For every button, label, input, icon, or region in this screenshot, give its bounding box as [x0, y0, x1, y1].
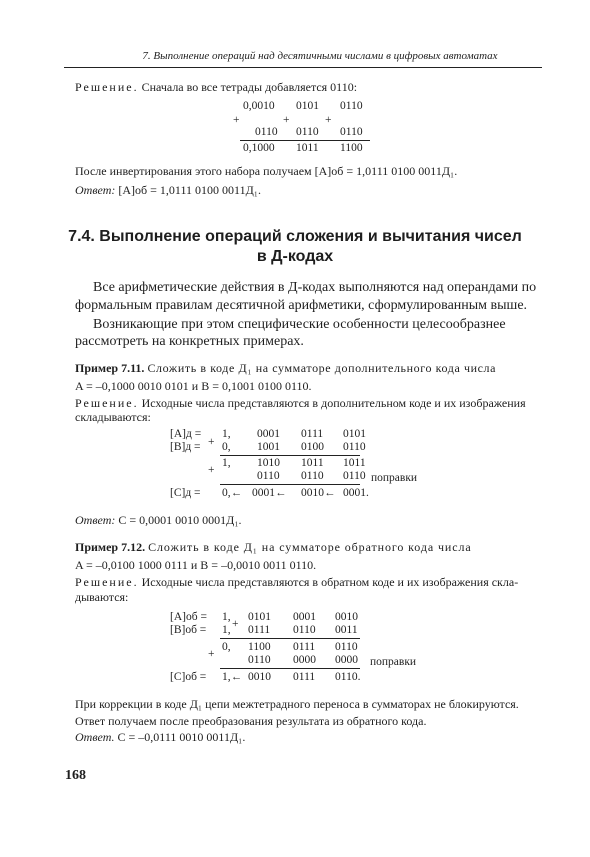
solution1-after: После инвертирования этого набора получаем [A]об = 1,0111 0100 0011Д₁. — [75, 164, 458, 178]
e711-lhs1: [A]д = — [170, 428, 202, 440]
header-rule — [64, 67, 542, 68]
e712-rule2 — [220, 668, 360, 669]
answer-label: Ответ: — [75, 183, 116, 197]
e711-r1-c2: 0001 — [257, 428, 280, 440]
section-title-line2: в Д-кодах — [256, 248, 334, 265]
e711-answer-value: C = 0,0001 0010 0001Д₁. — [118, 513, 242, 527]
e712-r3-c3: 0111 — [293, 641, 316, 653]
s1-r1-c3: 0110 — [340, 100, 363, 112]
e711-rule2 — [220, 484, 360, 485]
e712-r3-c2: 1100 — [248, 641, 271, 653]
example711-solution-line1 — [75, 396, 526, 411]
example711-text1: Сложить в коде Д₁ на сумматоре дополнительного кода числа — [147, 361, 497, 375]
s1-sum-rule — [240, 140, 370, 141]
para2-line2: рассмотреть на конкретных примерах. — [75, 334, 304, 349]
answer-value: [A]об = 1,0111 0100 0011Д₁. — [118, 183, 261, 197]
example712-label: Пример 7.12. — [75, 540, 146, 554]
e711-r3-c4: 1011 — [343, 457, 366, 469]
e711-r2-c1: 0, — [222, 441, 231, 453]
e712-r2-c2: 0111 — [248, 624, 271, 636]
s1-r3-c2: 1011 — [296, 142, 319, 154]
e712-r1-c4: 0010 — [335, 611, 358, 623]
solution1-answer — [75, 183, 261, 198]
e711-r1-c3: 0111 — [301, 428, 324, 440]
solution1-line — [75, 80, 357, 95]
e711-r3-c3: 1011 — [301, 457, 324, 469]
e712-r1-c3: 0001 — [293, 611, 316, 623]
e711-r5-c2: 0001← — [252, 487, 287, 499]
e712-lhs1: [A]об = — [170, 611, 207, 623]
example711-solution-lead: Решение. — [75, 396, 139, 410]
e711-r2-c4: 0110 — [343, 441, 366, 453]
e712-answer-value: C = –0,0111 0010 0011Д₁. — [117, 730, 246, 744]
running-header: 7. Выполнение операций над десятичными числами в цифровых автоматах — [142, 50, 498, 62]
e712-corrections: поправки — [370, 656, 417, 668]
e712-rule1 — [220, 638, 360, 639]
example712-text2: A = –0,0100 1000 0111 и B = –0,0010 0011 0110. — [75, 558, 317, 572]
e711-lhs2: [B]д = — [170, 441, 201, 453]
example711-text2: A = –0,1000 0010 0101 и B = 0,1001 0100 0110. — [75, 379, 312, 393]
example712-solution-line1 — [75, 575, 518, 590]
example711-line1 — [75, 361, 496, 376]
solution1-text: Сначала во все тетрады добавляется 0110: — [141, 80, 358, 94]
para1-line2: формальным правилам десятичной арифметики, сформулированным выше. — [75, 298, 528, 313]
e711-r4-c3: 0110 — [301, 470, 324, 482]
e711-r1-c4: 0101 — [343, 428, 366, 440]
s1-r3-c3: 1100 — [340, 142, 363, 154]
e712-r5-c3: 0111 — [293, 671, 316, 683]
page-number: 168 — [65, 768, 86, 783]
e712-r5-c1: 1,← — [222, 671, 243, 683]
e712-r2-c4: 0011 — [335, 624, 358, 636]
e712-lhs3: [C]об = — [170, 671, 207, 683]
example711-answer — [75, 513, 242, 528]
example712-solution-text2: дываются: — [75, 590, 129, 604]
e711-r2-c3: 0100 — [301, 441, 324, 453]
e711-r5-c4: 0001. — [343, 487, 369, 499]
s1-r2-c1: 0110 — [255, 126, 278, 138]
e711-lhs3: [C]д = — [170, 487, 201, 499]
e711-answer-label: Ответ: — [75, 513, 116, 527]
example712-solution-lead: Решение. — [75, 575, 139, 589]
example711-solution-text2: складываются: — [75, 410, 151, 424]
s1-r2-c2: 0110 — [296, 126, 319, 138]
example712-note2: Ответ получаем после преобразования результата из обратного кода. — [75, 714, 427, 728]
s1-r3-c1: 0,1000 — [243, 142, 275, 154]
example712-text1: Сложить в коде Д₁ на сумматоре обратного кода числа — [148, 540, 472, 554]
e711-r3-c1: 1, — [222, 457, 231, 469]
e711-r5-c1: 0,← — [222, 487, 243, 499]
example712-note1: При коррекции в коде Д₁ цепи межтетрадного переноса в сумматорах не блокируются. — [75, 697, 519, 711]
example712-solution-text1: Исходные числа представляются в обратном коде и их изображения скла- — [141, 575, 519, 589]
e712-r1-c2: 0101 — [248, 611, 271, 623]
section-title-line1: 7.4. Выполнение операций сложения и вычитания чисел — [68, 228, 522, 245]
e712-r3-c4: 0110 — [335, 641, 358, 653]
e712-plus2: + — [208, 648, 215, 660]
s1-r2-c3: 0110 — [340, 126, 363, 138]
para2-line1: Возникающие при этом специфические особенности целесообразнее — [93, 317, 506, 332]
e711-r1-c1: 1, — [222, 428, 231, 440]
e712-lhs2: [B]об = — [170, 624, 207, 636]
s1-plus-2: + — [283, 114, 290, 126]
e712-answer-label: Ответ. — [75, 730, 115, 744]
e712-r4-c3: 0000 — [293, 654, 316, 666]
para1-line1: Все арифметические действия в Д-кодах выполняются над операндами по — [93, 280, 537, 295]
e712-r2-c3: 0110 — [293, 624, 316, 636]
e712-r4-c2: 0110 — [248, 654, 271, 666]
s1-plus-3: + — [325, 114, 332, 126]
e712-plus1: + — [232, 618, 239, 630]
e711-plus2: + — [208, 464, 215, 476]
example712-line1 — [75, 540, 472, 555]
e712-r3-c1: 0, — [222, 641, 231, 653]
s1-r1-c1: 0,0010 — [243, 100, 275, 112]
solution1-lead: Решение. — [75, 80, 139, 94]
e712-r1-c1: 1, — [222, 611, 231, 623]
example711-solution-text1: Исходные числа представляются в дополнительном коде и их изображения — [141, 396, 526, 410]
example711-label: Пример 7.11. — [75, 361, 145, 375]
e711-r3-c2: 1010 — [257, 457, 280, 469]
s1-r1-c2: 0101 — [296, 100, 319, 112]
example712-answer — [75, 730, 245, 745]
e711-r2-c2: 1001 — [257, 441, 280, 453]
e712-r2-c1: 1, — [222, 624, 231, 636]
e711-corrections: поправки — [371, 472, 418, 484]
s1-plus-1: + — [233, 114, 240, 126]
e711-r4-c2: 0110 — [257, 470, 280, 482]
e712-r4-c4: 0000 — [335, 654, 358, 666]
e711-r5-c3: 0010← — [301, 487, 336, 499]
e711-plus1: + — [208, 436, 215, 448]
e712-r5-c4: 0110. — [335, 671, 361, 683]
e712-r5-c2: 0010 — [248, 671, 271, 683]
e711-rule1 — [220, 455, 360, 456]
e711-r4-c4: 0110 — [343, 470, 366, 482]
